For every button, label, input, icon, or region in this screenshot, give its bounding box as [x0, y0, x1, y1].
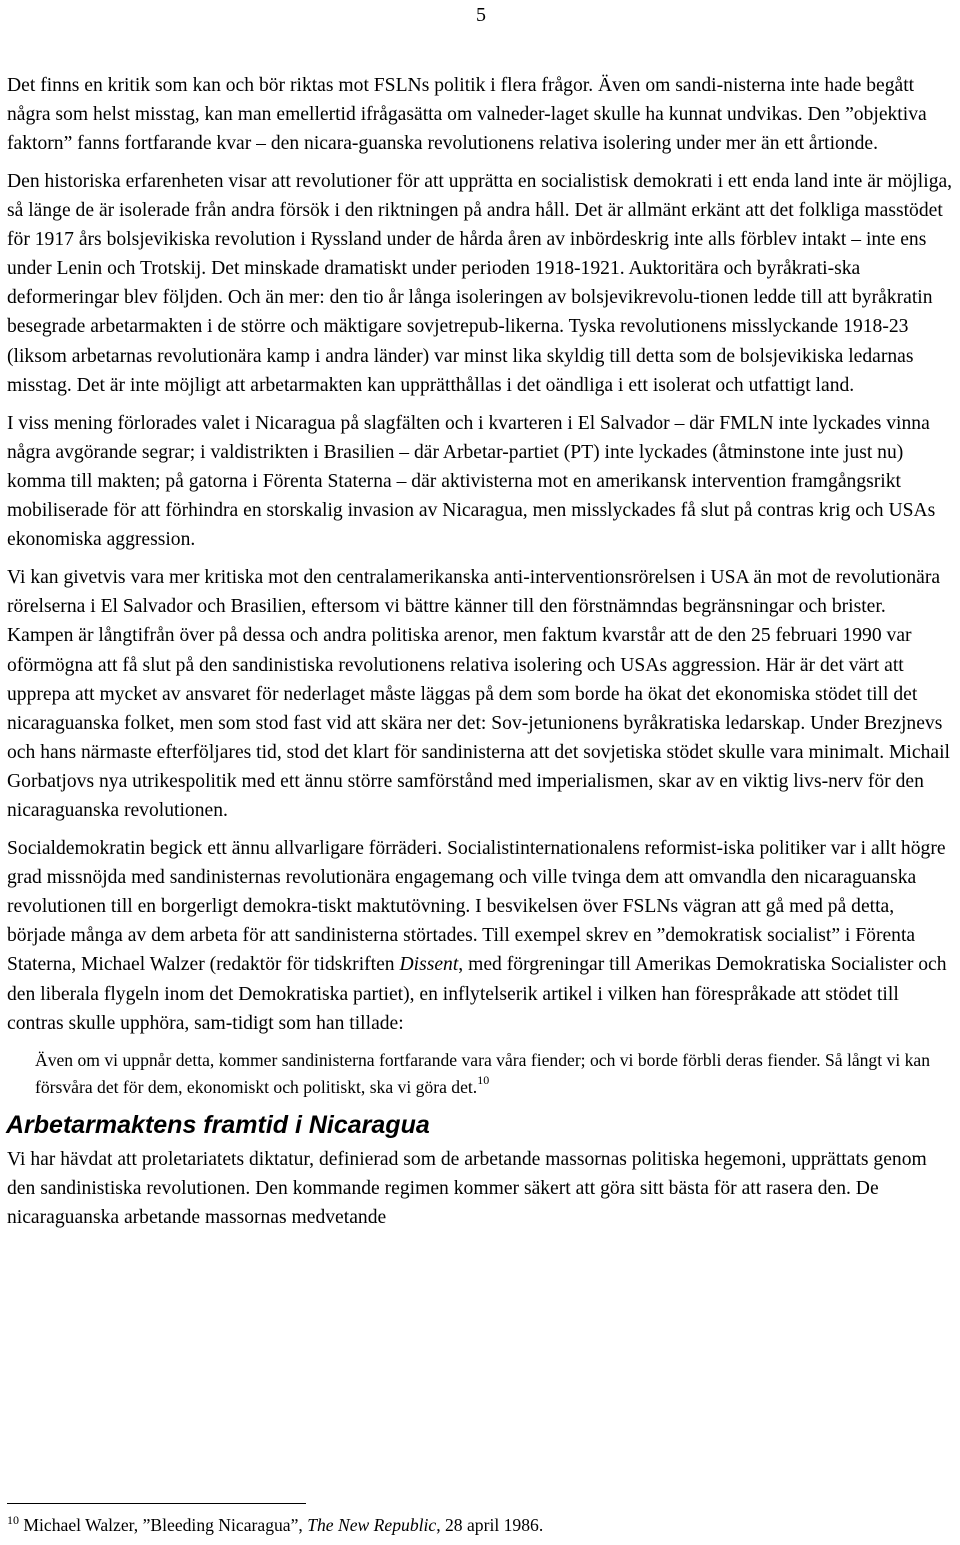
paragraph-historical-experience: Den historiska erfarenheten visar att revolutioner för att upprätta en socialistisk demokrati i ett enda land inte är möjliga, så länge de är isolerade från andra försök i den riktningen på andra håll. Det är allmänt erkänt att det folkliga masstödet för 1917 års bolsjevikiska revolution i Ryssland under de hårda åren av inbördeskrig inte alls förblev intakt – inte ens under Lenin och Trotskij. Det minskade dramatiskt under perioden 1918-1921. Auktoritära och byråkrati-ska deformeringar blev följden. Och än mer: den tio år långa isoleringen av bolsjevikrevolu-tionen ledde till att byråkratin besegrade arbetarmakten i de större och mäktigare sovjetrepub-likerna. Tyska revolutionens misslyckande 1918-23 (liksom arbetarnas revolutionära kamp i andra länder) var minst lika skyldig till detta som de bolsjevikiska ledarnas misstag. Det är inte möjligt att arbetarmakten kan upprätthållas i det oändliga i ett isolerat och utfattigt land.: [7, 171, 953, 396]
paragraph-fsln-critique: Det finns en kritik som kan och bör riktas mot FSLNs politik i flera frågor. Även om sandi-nisterna inte hade begått några som helst misstag, kan man emellertid ifrågasätta om valneder-laget skulle ha kunnat undvikas. Den ”objektiva faktorn” fanns fortfarande kvar – den nicara-guanska revolutionens relativa isolering under mer än ett årtionde.: [7, 75, 927, 154]
footnote-divider: [7, 1503, 306, 1504]
block-quote: [35, 1047, 947, 1101]
paragraph-social-democracy-text-end: , med förgreningar till Amerikas Demokratiska Socialister och den liberala flygeln inom det Demokratiska partiet), en inflytelserik artikel i vilken han förespråkade att stödet till contras skulle upphöra, sam-tidigt som han tillade:: [7, 954, 947, 1034]
publication-title: The New Republic: [307, 1515, 437, 1535]
footnote-marker: 10: [7, 1513, 19, 1527]
section-heading: Arbetarmaktens framtid i Nicaragua: [6, 1110, 430, 1139]
paragraph-anti-intervention: Vi kan givetvis vara mer kritiska mot den centralamerikanska anti-interventionsrörelsen i USA än mot de revolutionära rörelserna i El Salvador och Brasilien, eftersom vi bättre känner till den förstnämndas begränsningar och brister. Kampen är långtifrån över på dessa och andra politiska arenor, men faktum kvarstår att de den 25 februari 1990 var oförmögna att få slut på den sandinistiska revolutionens relativa isolering och USAs aggression. Här är det värt att upprepa att mycket av ansvaret för nederlaget måste läggas på dem som borde ha ökat det ekonomiska stödet till det nicaraguanska folket, men som stod fast vid att skära ner det: Sov-jetunionens byråkratiska ledarskap. Under Brezjnevs och hans närmaste efterföljares tid, stod det klart för sandinisterna att det sovjetiska stödet skulle vara minimalt. Michail Gorbatjovs nya utrikespolitik med ett ännu större samförstånd med imperialismen, skar av en viktig livs-nerv för den nicaraguanska revolutionen.: [7, 567, 950, 821]
paragraph-lost-election: I viss mening förlorades valet i Nicaragua på slagfälten och i kvarteren i El Salvador – där FMLN inte lyckades vinna några avgörande segrar; i valdistrikten i Brasilien – där Arbetar-partiet (PT) inte lyckades (åtminstone inte just nu) komma till makten; på gatorna i Förenta Staterna – där aktivisterna mot en amerikansk intervention framgångsrikt mobiliserade för att förhindra en storskalig invasion av Nicaragua, men misslyckades få slut på contras krig och USAs ekonomiska aggression.: [7, 412, 936, 551]
footnote-reference[interactable]: 10: [477, 1072, 490, 1087]
paragraph-social-democracy: [7, 834, 955, 1038]
paragraph-social-democracy-text-start: Socialdemokratin begick ett ännu allvarligare förräderi. Socialistinternationalens reformist-iska politiker var i allt högre grad missnöjda med sandinisternas revolutionära engagemang och ville tvinga dem att omvandla den nicaraguanska revolutionen till en borgerligt demokra-tiskt maktutövning. I besvikelsen över FSLNs vägran att gå med på detta, började många av dem arbeta för att sandinisterna störtades. Till exempel skrev en ”demokratisk socialist” i Förenta Staterna, Michael Walzer (redaktör för tidskriften: [7, 838, 946, 976]
footnote: [7, 1514, 543, 1536]
footnote-text-end: , 28 april 1986.: [436, 1515, 544, 1535]
footnote-text-start: Michael Walzer, ”Bleeding Nicaragua”,: [19, 1515, 308, 1535]
document-body: [7, 71, 955, 1241]
page-number: 5: [476, 4, 486, 26]
paragraph-proletarian-dictatorship: Vi har hävdat att proletariatets diktatur, definierad som de arbetande massornas politiska hegemoni, upprättats genom den sandinistiska revolutionen. Den kommande regimen kommer säkert att göra sitt bästa för att rasera den. De nicaraguanska arbetande massornas medvetande: [7, 1148, 927, 1228]
block-quote-text: Även om vi uppnår detta, kommer sandinisterna fortfarande vara våra fiender; och vi borde förbli deras fiender. Så långt vi kan försvåra det för dem, ekonomiskt och politiskt, ska vi göra det.: [35, 1049, 931, 1097]
magazine-title-dissent: Dissent: [399, 954, 459, 976]
